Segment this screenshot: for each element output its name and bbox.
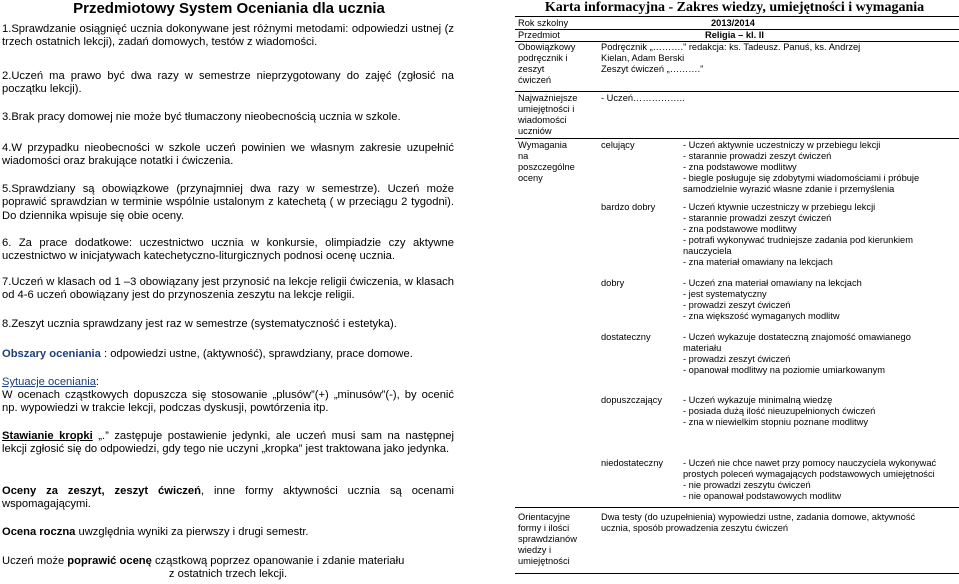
grading-situations-heading xyxy=(2,376,454,389)
requirement-line: prostych poleceń wymagających podstawowych umiejętności xyxy=(683,469,935,479)
notebook-grades-label: Oceny za zeszyt, zeszyt ćwiczeń xyxy=(2,485,201,497)
grade-name: bardzo dobry xyxy=(601,202,656,212)
rule-7: 7.Uczeń w klasach od 1 –3 obowiązany jest przynosić na lekcje religii ćwiczenia, w klasach od 4-6 uczeń obowiązany jest do przynoszenia zeszytu na lekcje religii. xyxy=(2,276,454,302)
label-line: wiedzy i xyxy=(518,545,552,555)
rule-5: 5.Sprawdziany są obowiązkowe (przynajmniej dwa razy w semestrze). Uczeń może poprawić sprawdzian w terminie wspólnie ustalonym z katechetą ( w przeciągu 2 tygodni). Do dziennika wpisuje się obie oceny. xyxy=(2,183,454,222)
grade-name: dopuszczający xyxy=(601,395,662,405)
notebook-grades xyxy=(2,485,454,512)
grade-name: dobry xyxy=(601,278,625,288)
requirement-line: - Uczeń wykazuje minimalną wiedzę xyxy=(683,395,833,405)
grading-situations-label: Sytuacje oceniania xyxy=(2,376,96,388)
textbook-label xyxy=(518,42,594,86)
grading-areas xyxy=(2,348,454,361)
grade-improvement-d: z ostatnich trzech lekcji. xyxy=(168,568,288,580)
requirement-line: - Uczeń ktywnie uczestniczy w przebiegu lekcji xyxy=(683,202,876,212)
requirement-line: - nie opanował podstawowych modlitw xyxy=(683,491,842,501)
requirement-line: - Uczeń nie chce nawet przy pomocy nauczyciela wykonywać xyxy=(683,458,937,468)
annual-grade xyxy=(2,526,454,539)
school-year-label: Rok szkolny xyxy=(518,18,569,28)
label-line: sprawdzianów xyxy=(518,534,577,544)
label-line: uczniów xyxy=(518,126,552,136)
info-card xyxy=(510,0,959,584)
rules-title: Przedmiotowy System Oceniania dla ucznia xyxy=(73,0,385,17)
requirement-line: - prowadzi zeszyt ćwiczeń xyxy=(683,354,791,364)
info-card-title: Karta informacyjna - Zakres wiedzy, umiejętności i wymagania xyxy=(544,0,925,15)
value-line: ucznia, sposób prowadzenia zeszytu ćwiczeń xyxy=(601,523,789,533)
label-line: Najważniejsze xyxy=(518,93,578,103)
requirement-line: - jest systematyczny xyxy=(683,289,767,299)
row-requirements xyxy=(515,139,959,508)
row-textbook xyxy=(515,42,959,92)
rule-8: 8.Zeszyt ucznia sprawdzany jest raz w semestrze (systematyczność i estetyka). xyxy=(2,318,397,330)
school-year-value: 2013/2014 xyxy=(711,18,755,28)
grade-requirements xyxy=(683,395,959,428)
label-line: poszczególne xyxy=(518,162,575,172)
grade-improvement-b: poprawić ocenę xyxy=(67,555,152,567)
info-table xyxy=(515,16,959,566)
requirement-line: - zna w niewielkim stopniu poznane modlitwy xyxy=(683,417,868,427)
grade-improvement xyxy=(2,555,454,568)
row-assessment-forms xyxy=(515,508,959,574)
requirement-line: - prowadzi zeszyt ćwiczeń xyxy=(683,300,791,310)
requirement-line: materiału xyxy=(683,343,722,353)
label-line: oceny xyxy=(518,173,543,183)
rule-1: 1.Sprawdzanie osiągnięć ucznia dokonywane jest różnymi metodami: odpowiedzi ustnej (z trzech ostatnich lekcji), zadań domowych, testów z wiadomości. xyxy=(2,23,454,49)
rule-2: 2.Uczeń ma prawo być dwa razy w semestrze nieprzygotowany do zajęć (zgłosić na początku lekcji). xyxy=(2,70,454,96)
value-line: Kielan, Adam Berski xyxy=(601,53,685,63)
label-line: Obowiązkowy xyxy=(518,42,576,52)
grading-areas-text: : odpowiedzi ustne, (aktywność), sprawdziany, prace domowe. xyxy=(100,348,413,360)
requirement-line: - Uczeń aktywnie uczestniczy w przebiegu lekcji xyxy=(683,140,881,150)
grade-requirements xyxy=(683,278,959,322)
requirement-line: - zna większość wymaganych modlitw xyxy=(683,311,840,321)
dot-rule-label: Stawianie kropki xyxy=(2,430,93,442)
label-line: zeszyt xyxy=(518,64,545,74)
row-subject xyxy=(515,30,959,42)
value-line: Dwa testy (do uzupełnienia) wypowiedzi ustne, zadania domowe, aktywność xyxy=(601,512,916,522)
annual-grade-text: uwzględnia wyniki za pierwszy i drugi semestr. xyxy=(75,526,309,538)
requirement-line: samodzielnie wyrazić własne zdanie i przemyślenia xyxy=(683,184,895,194)
label-line: umiejętności xyxy=(518,556,570,566)
textbook-value xyxy=(601,42,951,75)
label-line: na xyxy=(518,151,529,161)
requirement-line: - potrafi wykonywać trudniejsze zadania pod kierunkiem xyxy=(683,235,913,245)
label-line: ćwiczeń xyxy=(518,75,552,85)
requirement-line: - zna podstawowe modlitwy xyxy=(683,162,797,172)
dot-rule-text: „.” zastępuje postawienie jedynki, ale uczeń musi sam na następnej lekcji zgłosić się do odpowiedzi, gdy tego nie uczyni „kropka” jest traktowana jako jedynka. xyxy=(2,430,454,456)
requirement-line: - zna podstawowe modlitwy xyxy=(683,224,797,234)
notebook-grades-text: , inne formy aktywności ucznia są ocenami wspomagającymi. xyxy=(2,485,454,511)
school-grading-rules xyxy=(0,0,458,584)
grade-name: niedostateczny xyxy=(601,458,664,468)
grade-name: celujący xyxy=(601,140,635,150)
grade-improvement-c: cząstkową poprzez opanowanie i zdanie materiału xyxy=(151,555,405,567)
label-line: Orientacyjne xyxy=(518,512,571,522)
grade-requirements xyxy=(683,458,959,502)
requirement-line: - posiada dużą ilość nieuzupełnionych ćwiczeń xyxy=(683,406,876,416)
grade-requirements xyxy=(683,140,959,195)
requirement-line: - Uczeń zna materiał omawiany na lekcjach xyxy=(683,278,862,288)
requirement-line: - nie prowadzi zeszytu ćwiczeń xyxy=(683,480,811,490)
label-line: formy i ilości xyxy=(518,523,570,533)
requirement-line: - biegle posługuje się zdobytymi wiadomościami i próbuje xyxy=(683,173,920,183)
requirement-line: - starannie prowadzi zeszyt ćwiczeń xyxy=(683,151,832,161)
grading-areas-label: Obszary oceniania xyxy=(2,348,101,360)
requirement-line: - starannie prowadzi zeszyt ćwiczeń xyxy=(683,213,832,223)
requirement-line: - opanował modlitwy na poziomie umiarkowanym xyxy=(683,365,886,375)
knowledge-value: - Uczeń…………….. xyxy=(601,93,685,103)
requirement-line: - Uczeń wykazuje dostateczną znajomość omawianego xyxy=(683,332,911,342)
assessment-forms-label xyxy=(518,512,594,567)
annual-grade-label: Ocena roczna xyxy=(2,526,76,538)
label-line: umiejętności i xyxy=(518,104,575,114)
row-school-year xyxy=(515,17,959,30)
subject-label: Przedmiot xyxy=(518,30,560,40)
rule-4: 4.W przypadku nieobecności w szkole uczeń powinien we własnym zakresie uzupełnić wiadomości oraz brakujące notatki i ćwiczenia. xyxy=(2,142,454,168)
row-knowledge xyxy=(515,92,959,139)
subject-value: Religia – kl. II xyxy=(705,30,764,40)
rule-3: 3.Brak pracy domowej nie może być tłumaczony nieobecnością ucznia w szkole. xyxy=(2,111,401,123)
assessment-forms-value xyxy=(601,512,957,534)
label-line: wiadomości xyxy=(518,115,567,125)
grading-situations-text: W ocenach cząstkowych dopuszcza się stosowanie „plusów”(+) „minusów”(-), by ocenić np. wypowiedzi w trakcie lekcji, podczas dyskusji, powtórzenia itp. xyxy=(2,389,454,415)
grade-requirements xyxy=(683,332,959,376)
rule-6: 6. Za prace dodatkowe: uczestnictwo ucznia w konkursie, olimpiadzie czy aktywne uczestnictwo w inicjatywach katechetyczno-liturgicznych podnosi ocenę ucznia. xyxy=(2,237,454,263)
label-line: Wymagania xyxy=(518,140,568,150)
requirements-label xyxy=(518,140,594,184)
grading-situations-colon: : xyxy=(95,376,100,388)
dot-rule xyxy=(2,430,454,457)
grade-requirements xyxy=(683,202,959,268)
value-line: Podręcznik „……….” redakcja: ks. Tadeusz. Panuś, ks. Andrzej xyxy=(601,42,861,52)
grade-name: dostateczny xyxy=(601,332,651,342)
requirement-line: - zna materiał omawiany na lekcjach xyxy=(683,257,833,267)
value-line: Zeszyt ćwiczeń „……….” xyxy=(601,64,704,74)
grade-improvement-a: Uczeń może xyxy=(2,555,68,567)
knowledge-label xyxy=(518,93,594,137)
label-line: podręcznik i xyxy=(518,53,568,63)
requirement-line: nauczyciela xyxy=(683,246,732,256)
